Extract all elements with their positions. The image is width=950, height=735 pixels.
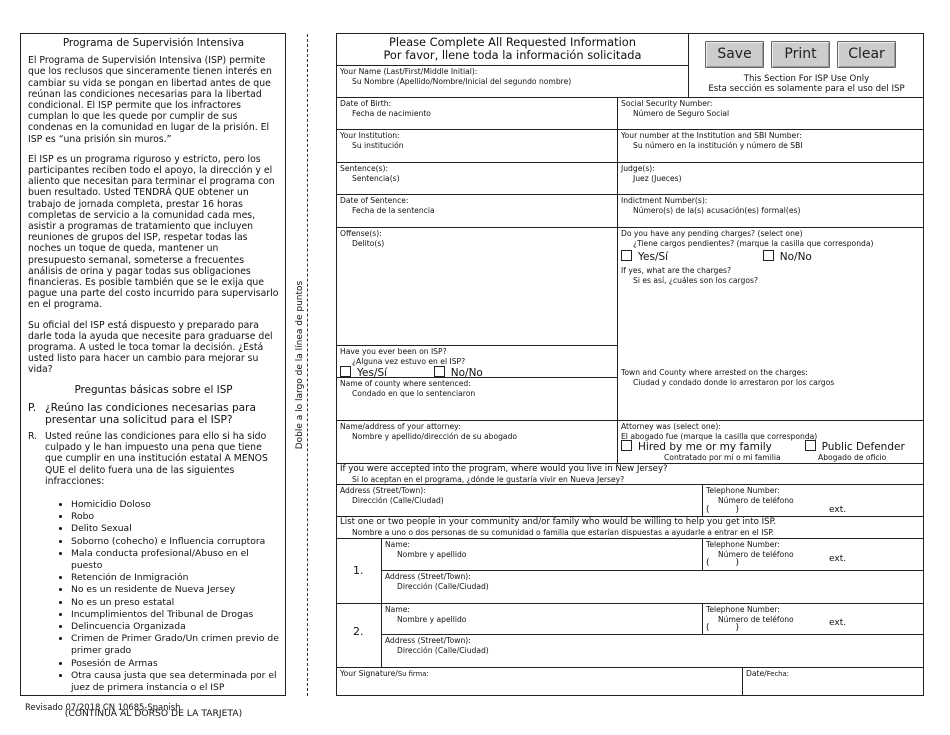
- signature-field[interactable]: Your Signature/Su firma:: [337, 667, 742, 696]
- list-item: • Retención de Inmigración: [71, 572, 279, 584]
- intro-paragraph: El Programa de Supervisión Intensiva (ISP) permite que los reclusos que sinceramente tienen interés en cambiar su vida se pongan en libertad antes de que reúnan las condiciones necesarias para la libertad condicional. El ISP permite que los infractores cumplan lo que les quede por cumplir de sus condenas en la comunidad en lugar de la prisión. El ISP es “una prisión sin muros.”: [28, 55, 272, 145]
- ssn-field[interactable]: Social Security Number: Número de Seguro Social: [617, 97, 924, 129]
- reference-1-phone-field[interactable]: Telephone Number: Número de teléfono ( ) ext.: [702, 538, 924, 570]
- application-form: [336, 33, 924, 696]
- list-item: • Delito Sexual: [71, 523, 279, 535]
- header-english: Please Complete All Requested Information: [389, 35, 636, 49]
- prior-isp-yes-label: Yes/Sí: [357, 367, 388, 380]
- list-item: • Crimen de Primer Grado/Un crimen previo de primer grado: [71, 633, 279, 657]
- faq-title: Preguntas básicas sobre el ISP: [74, 383, 233, 396]
- reference-1-number: 1.: [337, 538, 381, 603]
- reference-2-number: 2.: [337, 603, 381, 667]
- prior-isp-no-label: No/No: [450, 367, 483, 380]
- excluded-offenses-list: [28, 499, 279, 694]
- prior-isp-yes-checkbox[interactable]: [340, 366, 351, 377]
- reference-1-name-field[interactable]: Name: Nombre y apellido: [381, 538, 702, 570]
- pending-yes-checkbox[interactable]: [621, 250, 632, 261]
- reference-2-phone-field[interactable]: Telephone Number: Número de teléfono ( ) ext.: [702, 603, 924, 634]
- isp-use-note: This Section For ISP Use Only Esta sección es solamente para el uso del ISP: [708, 74, 905, 95]
- clear-button[interactable]: Clear: [837, 41, 896, 68]
- hired-attorney-label: Hired by me or my family: [638, 441, 772, 454]
- public-defender-label: Public Defender: [821, 441, 905, 454]
- pending-no-checkbox[interactable]: [763, 250, 774, 261]
- references-question: List one or two people in your community and/or family who would be willing to help you get into ISP. Nombre a uno o dos personas de su comunidad o familia que estarían dispuestas a ayudarle a entrar en el ISP.: [337, 516, 924, 538]
- attorney-type-section: Attorney was (select one): El abogado fue (marque la casilla que corresponda) Hired by me or my family Public Defender Contratado por mí o mi familia Abogado de oficio: [617, 420, 924, 463]
- county-field[interactable]: Name of county where sentenced: Condado en que lo sentenciaron: [337, 377, 617, 420]
- institution-field[interactable]: Your Institution: Su institución: [337, 129, 617, 162]
- isp-use-section: [688, 34, 924, 97]
- reference-2-address-field[interactable]: Address (Street/Town): Dirección (Calle/Ciudad): [381, 634, 924, 667]
- faq-question: P. ¿Reúno las condiciones necesarias para presentar una solicitud para el ISP?: [28, 401, 257, 426]
- program-title: Programa de Supervisión Intensiva: [62, 37, 245, 49]
- sentence-date-field[interactable]: Date of Sentence: Fecha de la sentencia: [337, 194, 617, 227]
- list-item: • Mala conducta profesional/Abuso en el puesto: [71, 548, 279, 572]
- reference-2-name-field[interactable]: Name: Nombre y apellido: [381, 603, 702, 634]
- name-field[interactable]: Your Name (Last/First/Middle Initial): Su Nombre (Apellido/Nombre/Inicial del segundo nombre): [337, 65, 689, 97]
- judge-field[interactable]: Judge(s): Juez (Jueces): [617, 162, 924, 194]
- save-button[interactable]: Save: [705, 41, 764, 68]
- list-item: • Delincuencia Organizada: [71, 621, 279, 633]
- fold-line: [307, 34, 308, 696]
- revision-footer: Revisado 07/2018 CN 10685-Spanish: [25, 702, 181, 712]
- list-item: • No es un preso estatal: [71, 597, 279, 609]
- list-item: • Posesión de Armas: [71, 658, 279, 670]
- requirements-paragraph: El ISP es un programa riguroso y estricto, pero los participantes reciben todo el apoyo, la dirección y el aliento que necesitan para terminar el programa con buen resultado. Usted TENDRÁ QUE obtener un trabajo de jornada completa, prestar 16 horas completas de servicio a la comunidad cada mes, asistir a programas de tratamiento que incluyen reuniones de grupos del ISP, respetar todas las noches un toque de queda, mantener un presupuesto semanal, someterse a frecuentes análisis de orina y pagar todas sus obligaciones financieras. Es posible también que se le exija que pague una parte del costo incurrido para supervisarlo en el programa.: [28, 153, 279, 311]
- prior-isp-no-checkbox[interactable]: [434, 366, 445, 377]
- attorney-field[interactable]: Name/address of your attorney: Nombre y apellido/dirección de su abogado: [337, 420, 617, 463]
- pending-no-label: No/No: [779, 251, 812, 264]
- list-item: • Otra causa justa que sea determinada por el juez de primera instancia o el ISP: [71, 670, 279, 694]
- list-item: • Robo: [71, 511, 279, 523]
- list-item: • Incumplimientos del Tribunal de Drogas: [71, 609, 279, 621]
- offense-field[interactable]: Offense(s): Delito(s): [337, 227, 617, 345]
- pending-charges-section: Do you have any pending charges? (select one) ¿Tiene cargos pendientes? (marque la casilla que corresponda) Yes/Sí No/No If yes, what are the charges? Si es así, ¿cuáles son los cargos? Town and County where arrested on the charges: Ciudad y condado donde lo arrestaron por los cargos: [617, 227, 924, 420]
- residence-phone-field[interactable]: Telephone Number: Número de teléfono ( ) ext.: [702, 484, 924, 516]
- reference-1-address-field[interactable]: Address (Street/Town): Dirección (Calle/Ciudad): [381, 570, 924, 603]
- print-button[interactable]: Print: [771, 41, 830, 68]
- residence-address-field[interactable]: Address (Street/Town): Dirección (Calle/Ciudad): [337, 484, 702, 516]
- date-field[interactable]: Date/Fecha:: [742, 667, 924, 696]
- form-header: [337, 34, 688, 66]
- indictment-field[interactable]: Indictment Number(s): Número(s) de la(s) acusación(es) formal(es): [617, 194, 924, 227]
- prior-isp-section: Have you ever been on ISP? ¿Alguna vez estuvo en el ISP? Yes/Sí No/No: [337, 345, 617, 377]
- dob-field[interactable]: Date of Birth: Fecha de nacimiento: [337, 97, 617, 129]
- residence-question: If you were accepted into the program, where would you live in New Jersey? Si lo aceptan en el programa, ¿dónde le gustaría vivir en Nueva Jersey?: [337, 463, 924, 484]
- institution-number-field[interactable]: Your number at the Institution and SBI Number: Su número en la institución y número de SBI: [617, 129, 924, 162]
- faq-answer: R. Usted reúne las condiciones para ello si ha sido culpado y le han impuesto una pena que tiene que cumplir en una institución estatal A MENOS QUE el delito fuera una de las siguientes infracciones:: [28, 430, 268, 487]
- header-spanish: Por favor, llene toda la información solicitada: [383, 48, 642, 62]
- list-item: • No es un residente de Nueva Jersey: [71, 584, 279, 596]
- list-item: • Soborno (cohecho) e Influencia corruptora: [71, 536, 279, 548]
- pending-yes-label: Yes/Sí: [638, 251, 669, 264]
- continue-note: (CONTINÚA AL DORSO DE LA TARJETA): [64, 708, 243, 720]
- public-defender-checkbox[interactable]: [805, 440, 816, 451]
- fold-instruction: Doble a lo largo de la línea de puntos: [295, 280, 305, 450]
- officer-paragraph: Su oficial del ISP está dispuesto y preparado para darle toda la ayuda que necesite para graduarse del programa. A usted le toca tomar la decisión. ¿Está usted listo para hacer un cambio para mejorar su vida?: [28, 319, 273, 376]
- hired-attorney-checkbox[interactable]: [621, 440, 632, 451]
- list-item: • Homicidio Doloso: [71, 499, 279, 511]
- sentence-field[interactable]: Sentence(s): Sentencia(s): [337, 162, 617, 194]
